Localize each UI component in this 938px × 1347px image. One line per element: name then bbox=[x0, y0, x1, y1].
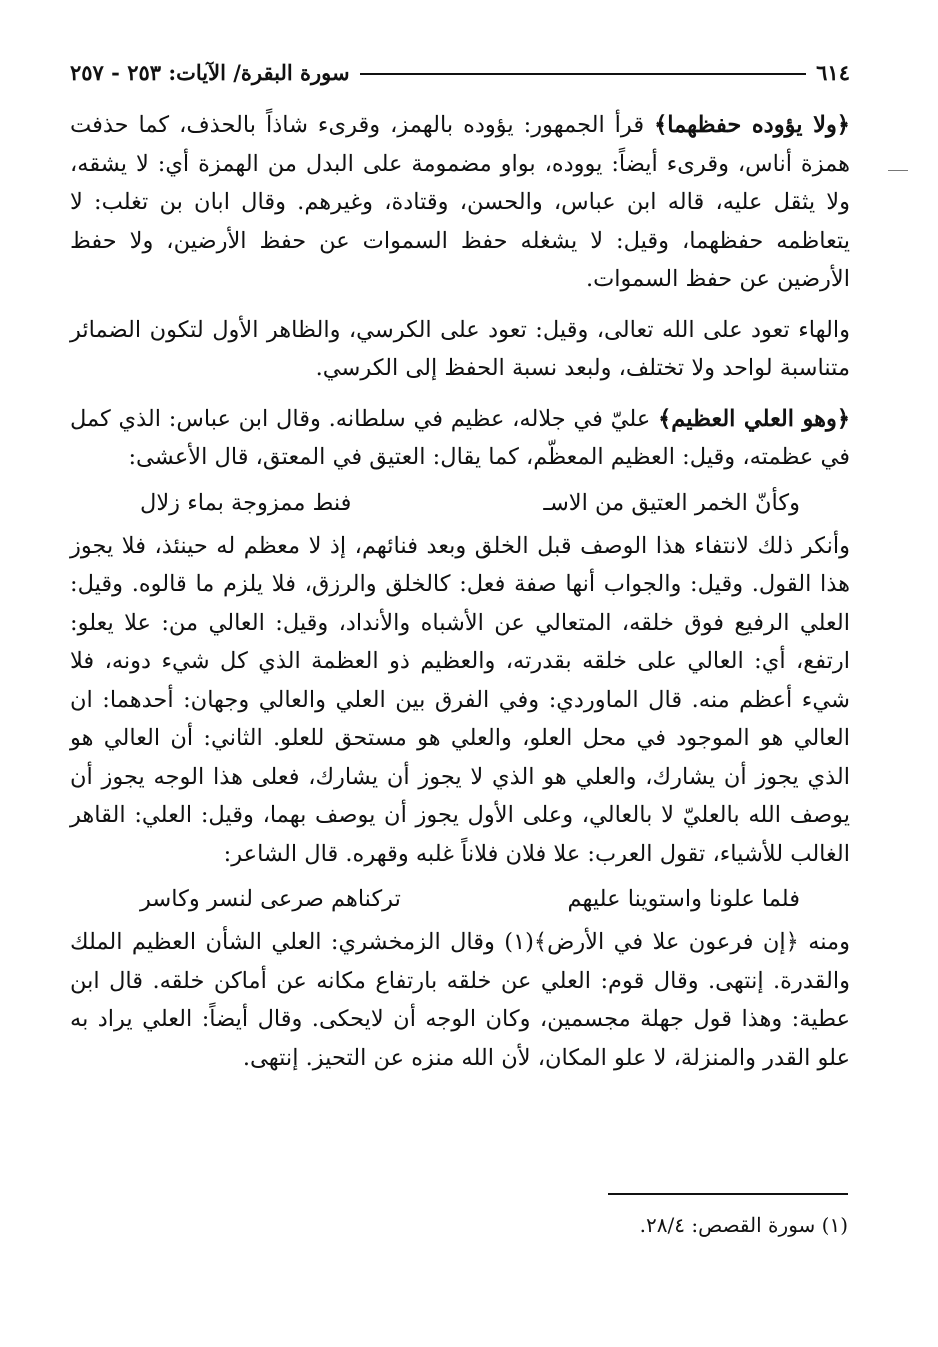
footnote: (١) سورة القصص: ٢٨/٤. bbox=[639, 1213, 848, 1237]
paragraph-5: ومنه ﴿إن فرعون علا في الأرض﴾(١) وقال الزمخشري: العلي الشأن العظيم الملك والقدرة. إنتهى. وقال قوم: العلي عن خلقه بارتفاع مكانه عن أماكن خلقه. قال ابن عطية: وهذا قول جهلة مجسمين، وكان الوجه أن لايحكى. وقال أيضاً: العلي يراد به علو القدر والمنزلة، لا علو المكان، لأن الله منزه عن التحيز. إنتهى. bbox=[70, 929, 850, 1071]
book-page bbox=[70, 52, 850, 1077]
quranic-quote: ﴿ولا يؤوده حفظهما﴾ bbox=[654, 112, 850, 138]
paragraph-text: عليّ في جلاله، عظيم في سلطانه. وقال ابن عباس: الذي كمل في عظمته، وقيل: العظيم المعظّم، كما يقال: العتيق في المعتق، قال الأعشى: bbox=[70, 405, 850, 470]
poetry-verse-2 bbox=[70, 879, 850, 919]
paragraph-text: قرأ الجمهور: يؤوده بالهمز، وقرىء شاذاً بالحذف، كما حذفت همزة أناس، وقرىء أيضاً: يووده، بواو مضمومة على البدل من الهمزة أي: لا يشقه، ولا يثقل عليه، قاله ابن عباس، والحسن، وقتادة، وغيرهم. وقال ابان بن تغلب: لا يتعاظمه حفظهما، وقيل: لا يشغله حفظ السموات عن حفظ الأرضين، ولا حفظ الأرضين عن حفظ السموات. bbox=[70, 112, 850, 292]
footnote-rule bbox=[608, 1193, 848, 1195]
page-number: ٦١٤ bbox=[816, 59, 850, 85]
verse-first-hemistich: فلما علونا واستوينا عليهم bbox=[567, 886, 800, 912]
page-header bbox=[70, 52, 850, 92]
verse-second-hemistich: تركناهم صرعى لنسر وكاسر bbox=[140, 886, 401, 912]
header-rule bbox=[360, 73, 807, 75]
poetry-verse-1 bbox=[70, 483, 850, 523]
paragraph-1 bbox=[70, 106, 850, 299]
verse-first-hemistich: وكأنّ الخمر العتيق من الاسـ bbox=[543, 489, 800, 516]
verse-second-hemistich: فنط ممزوجة بماء زلال bbox=[140, 489, 352, 516]
margin-mark bbox=[888, 170, 908, 171]
paragraph-2 bbox=[70, 311, 850, 388]
running-title: سورة البقرة/ الآيات: ٢٥٣ - ٢٥٧ bbox=[70, 59, 350, 85]
quranic-quote: ﴿وهو العلي العظيم﴾ bbox=[658, 405, 850, 432]
paragraph-3 bbox=[70, 400, 850, 477]
paragraph-4: وأنكر ذلك لانتفاء هذا الوصف قبل الخلق وبعد فنائهم، إذ لا معظم له حينئذ، فلا يجوز هذا القول. وقيل: والجواب أنها صفة فعل: كالخلق والرزق، فلا يلزم ما قالوه. وقيل: العلي الرفيع فوق خلقه، المتعالي عن الأشباه والأنداد، وقيل: العالي من: علا يعلو: ارتفع، أي: العالي على خلقه بقدرته، والعظيم ذو العظمة الذي كل شيء دونه، فلا شيء أعظم منه. قال الماوردي: وفي الفرق بين العلي والعالي وجهان: أحدهما: ان العالي هو الموجود في محل العلو، والعلي هو مستحق للعلو. الثاني: أن العالي هو الذي يجوز أن يشارك، والعلي هو الذي لا يجوز أن يشارك، فعلى هذا الوجه يجوز أن يوصف الله بالعليّ لا بالعالي، وعلى الأول يجوز أن يوصف بهما، وقيل: العلي: القاهر الغالب للأشياء، تقول العرب: علا فلان فلاناً غلبه وقهره. قال الشاعر: bbox=[70, 532, 850, 867]
paragraph-text: والهاء تعود على الله تعالى، وقيل: تعود على الكرسي، والظاهر الأول لتكون الضمائر متناسبة لواحد ولا تختلف، ولبعد نسبة الحفظ إلى الكرسي. bbox=[70, 316, 850, 381]
